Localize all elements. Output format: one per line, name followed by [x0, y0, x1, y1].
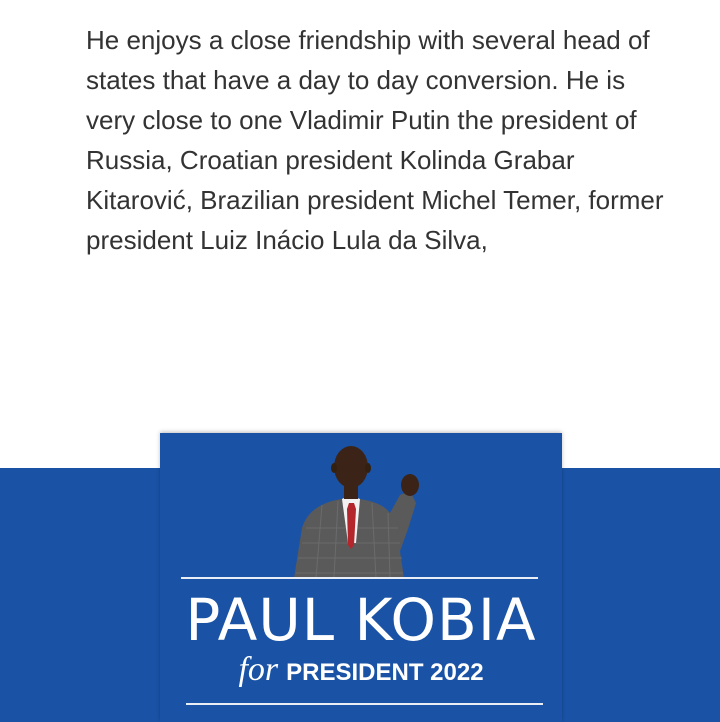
poster-top-rule — [181, 577, 538, 579]
article-paragraph: He enjoys a close friendship with several head of states that have a day to day conversion. He is very close to one Vladimir Putin the president of Russia, Croatian president Kolinda Grabar Kitarović, Brazilian president Michel Temer, former president Luiz Inácio Lula da Silva, — [86, 25, 664, 255]
campaign-poster-image — [160, 433, 562, 722]
poster-candidate-name: PAUL KOBIA — [185, 586, 537, 654]
poster-tagline — [160, 651, 562, 689]
candidate-photo — [272, 433, 432, 578]
poster-office-line: PRESIDENT 2022 — [286, 659, 484, 686]
poster-for-word: for — [238, 651, 279, 688]
poster-bottom-rule — [186, 703, 543, 705]
